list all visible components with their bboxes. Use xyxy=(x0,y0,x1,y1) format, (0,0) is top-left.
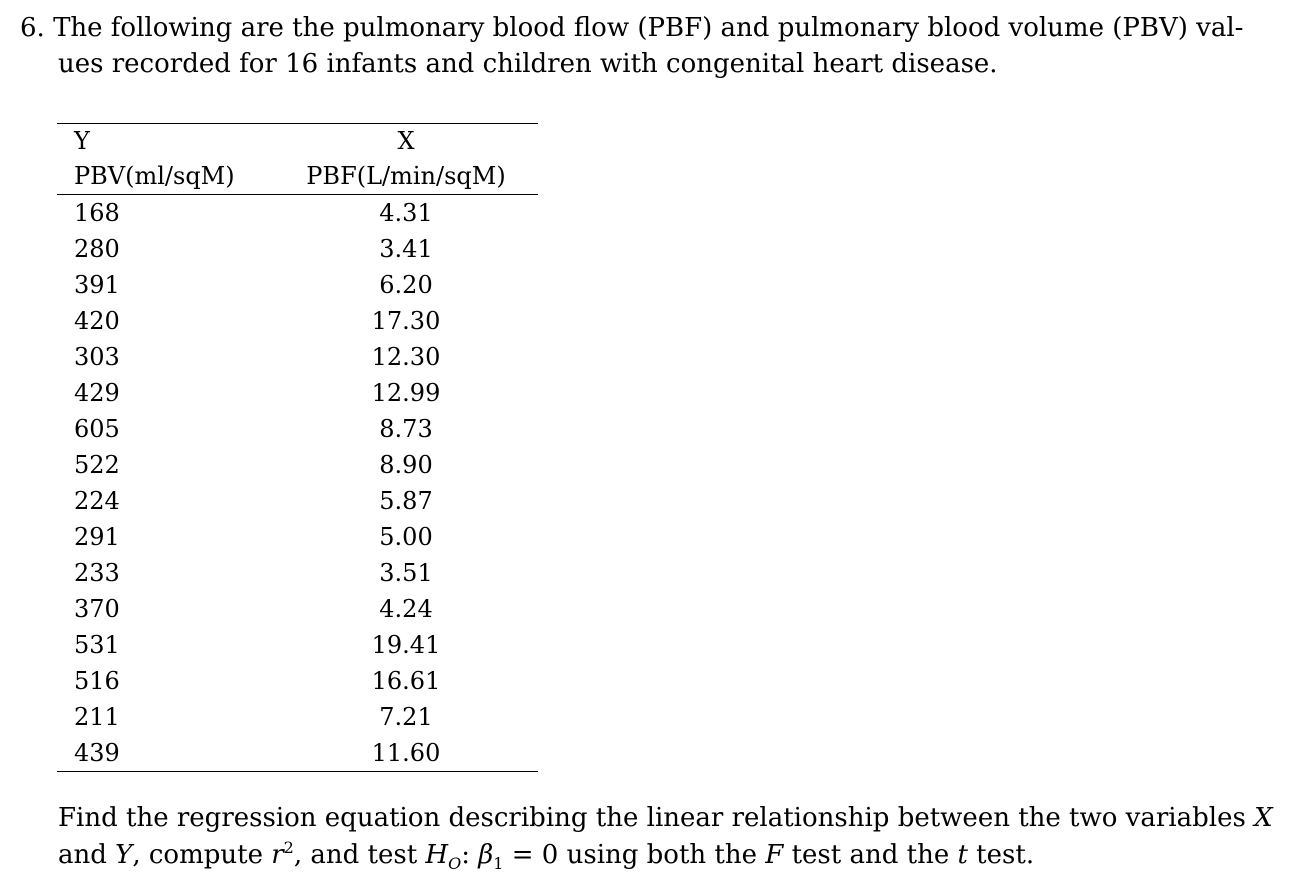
problem-line-1: 6. The following are the pulmonary blood flow (PBF) and pulmonary blood volume (PBV) val- xyxy=(20,13,1244,43)
question-text-1: Find the regression equation describing the linear relationship between the two variables xyxy=(58,803,1255,833)
cell-pbv: 224 xyxy=(74,487,120,515)
data-table-container xyxy=(57,123,538,772)
cell-pbv: 168 xyxy=(74,199,120,227)
cell-pbv: 211 xyxy=(74,703,120,731)
cell-pbf: 8.73 xyxy=(379,415,433,443)
table-body xyxy=(57,195,538,772)
text-equals-zero: = 0 using both the xyxy=(503,840,766,870)
cell-pbv: 280 xyxy=(74,235,120,263)
header-x-label: PBF(L/min/sqM) xyxy=(284,158,538,195)
table-row xyxy=(57,627,538,663)
cell-pbf: 4.31 xyxy=(379,199,433,227)
beta-subscript: 1 xyxy=(493,854,504,873)
header-y-symbol: Y xyxy=(57,124,284,159)
var-h: H xyxy=(425,840,449,870)
header-y-label: PBV(ml/sqM) xyxy=(57,158,284,195)
table-row xyxy=(57,339,538,375)
header-row-labels xyxy=(57,158,538,195)
cell-pbv: 531 xyxy=(74,631,120,659)
cell-pbv: 420 xyxy=(74,307,120,335)
cell-pbv: 291 xyxy=(74,523,120,551)
table-row xyxy=(57,195,538,232)
table-row xyxy=(57,231,538,267)
table-row xyxy=(57,699,538,735)
text-and: and xyxy=(58,840,116,870)
cell-pbv: 391 xyxy=(74,271,120,299)
var-beta: β xyxy=(478,840,494,870)
text-test-and: test and the xyxy=(783,840,958,870)
table-row xyxy=(57,519,538,555)
cell-pbv: 605 xyxy=(74,415,120,443)
cell-pbf: 6.20 xyxy=(379,271,433,299)
header-x-symbol: X xyxy=(284,124,538,159)
table-row xyxy=(57,555,538,591)
table-row xyxy=(57,447,538,483)
table-row xyxy=(57,663,538,699)
var-f: F xyxy=(765,840,784,870)
cell-pbv: 303 xyxy=(74,343,120,371)
table-row xyxy=(57,591,538,627)
cell-pbv: 516 xyxy=(74,667,120,695)
header-row-symbols xyxy=(57,124,538,159)
cell-pbv: 522 xyxy=(74,451,120,479)
problem-line-2: ues recorded for 16 infants and children with congenital heart disease. xyxy=(58,49,998,79)
cell-pbf: 4.24 xyxy=(379,595,433,623)
table-row xyxy=(57,303,538,339)
cell-pbf: 5.00 xyxy=(379,523,433,551)
cell-pbf: 17.30 xyxy=(371,307,441,335)
cell-pbf: 11.60 xyxy=(284,735,538,772)
table-row xyxy=(57,483,538,519)
table-row xyxy=(57,735,538,772)
text-compute: , compute xyxy=(132,840,272,870)
question-line-2 xyxy=(58,837,1278,874)
text-and-test: , and test xyxy=(293,840,426,870)
r-exponent: 2 xyxy=(283,838,294,857)
table-row xyxy=(57,375,538,411)
cell-pbf: 8.90 xyxy=(379,451,433,479)
cell-pbv: 370 xyxy=(74,595,120,623)
cell-pbf: 12.30 xyxy=(371,343,441,371)
var-r: r xyxy=(271,840,284,870)
text-test-end: test. xyxy=(967,840,1035,870)
cell-pbv: 439 xyxy=(57,735,284,772)
var-y: Y xyxy=(115,840,133,870)
cell-pbf: 3.41 xyxy=(379,235,433,263)
problem-statement xyxy=(20,10,1270,82)
cell-pbv: 429 xyxy=(74,379,120,407)
h-subscript: O xyxy=(448,854,462,873)
var-x: X xyxy=(1254,803,1273,833)
text-colon: : xyxy=(461,840,479,870)
cell-pbf: 16.61 xyxy=(371,667,441,695)
cell-pbf: 19.41 xyxy=(371,631,441,659)
question xyxy=(58,800,1278,874)
cell-pbf: 3.51 xyxy=(379,559,433,587)
cell-pbf: 5.87 xyxy=(379,487,433,515)
table-row xyxy=(57,411,538,447)
cell-pbf: 12.99 xyxy=(371,379,441,407)
data-table xyxy=(57,123,538,772)
table-row xyxy=(57,267,538,303)
var-t: t xyxy=(957,840,968,870)
cell-pbf: 7.21 xyxy=(379,703,433,731)
cell-pbv: 233 xyxy=(74,559,120,587)
question-line-1 xyxy=(58,800,1278,837)
